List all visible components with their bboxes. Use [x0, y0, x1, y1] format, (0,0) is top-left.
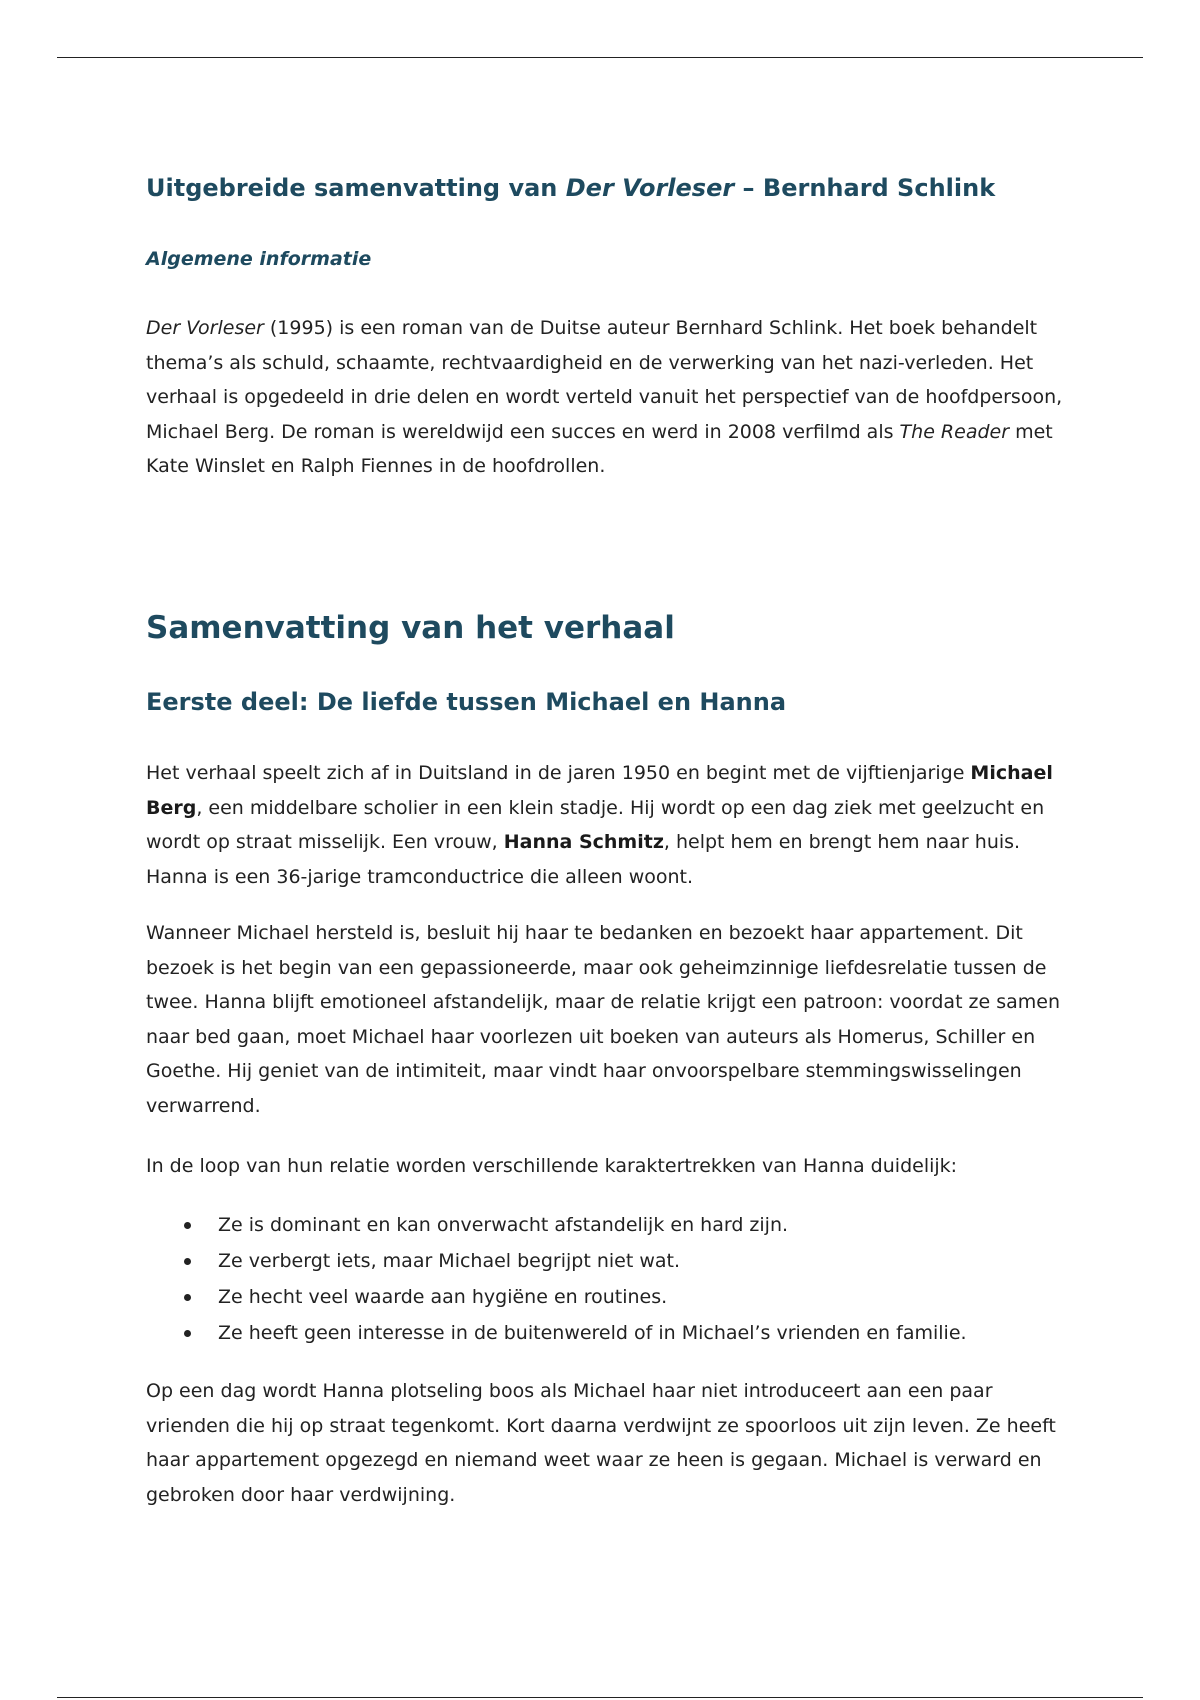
part1-paragraph-2: Wanneer Michael hersteld is, besluit hij haar te bedanken en bezoekt haar appartement. Dit bezoek is het begin van een gepassioneerde, maar ook geheimzinnige liefdesrelatie tussen de twee. Hanna blijft emotioneel afstandelijk, maar de relatie krijgt een patroon: voordat ze samen naar bed gaan, moet Michael haar voorlezen uit boeken van auteurs als Homerus, Schiller en Goethe. Hij geniet van de intimiteit, maar vindt haar onvoorspelbare stemmingswisselingen verwarrend.	[146, 922, 1061, 1117]
top-rule	[57, 57, 1143, 58]
intro-book-title: Der Vorleser	[146, 317, 264, 339]
intro-text-a: (1995) is een roman van de Duitse auteur Bernhard Schlink. Het boek behandelt thema’s als schuld, schaamte, rechtvaardigheid en de verwerking van het nazi-verleden. Het verhaal is opgedeeld in drie delen en wordt verteld vanuit het perspectief van de hoofdpersoon, Michael Berg. De roman is wereldwijd een succes en werd in 2008 verfilmd als	[146, 317, 1063, 443]
intro-paragraph	[146, 311, 1066, 484]
intro-text-b: met Kate Winslet en Ralph Fiennes in de hoofdrollen.	[146, 420, 1053, 477]
title-suffix: – Bernhard Schlink	[734, 174, 996, 202]
part1-paragraph-1	[146, 756, 1066, 894]
bullet-icon	[184, 1294, 191, 1301]
list-item-text: Ze verbergt iets, maar Michael begrijpt niet wat.	[218, 1250, 681, 1272]
list-item-text: Ze hecht veel waarde aan hygiëne en routines.	[218, 1286, 668, 1308]
p2-text-b: , een middelbare scholier in een klein stadje. Hij wordt op een dag ziek met geelzucht en wordt op straat misselijk. Een vrouw,	[146, 796, 1045, 853]
bullet-icon	[184, 1258, 191, 1265]
part1-heading: Eerste deel: De liefde tussen Michael en Hanna	[146, 688, 787, 716]
name-michael: Michael Berg	[146, 762, 1053, 819]
document-title	[146, 174, 995, 202]
title-book: Der Vorleser	[565, 174, 735, 202]
part1-paragraph-4: Op een dag wordt Hanna plotseling boos als Michael haar niet introduceert aan een paar vrienden die hij op straat tegenkomt. Kort daarna verdwijnt ze spoorloos uit zijn leven. Ze heeft haar appartement opgezegd en niemand weet waar ze heen is gegaan. Michael is verward en gebroken door haar verdwijning.	[146, 1380, 1056, 1506]
list-item	[184, 1279, 1064, 1315]
list-item-text: Ze heeft geen interesse in de buitenwereld of in Michael’s vrienden en familie.	[218, 1322, 967, 1344]
intro-film-title: The Reader	[899, 420, 1010, 443]
title-prefix: Uitgebreide samenvatting van	[146, 174, 566, 202]
character-traits-list	[184, 1207, 1064, 1351]
bullet-icon	[184, 1222, 191, 1229]
list-item	[184, 1207, 1064, 1243]
p2-text-c: , helpt hem en brengt hem naar huis. Hanna is een 36-jarige tramconductrice die alleen woont.	[146, 831, 1021, 888]
list-item	[184, 1315, 1064, 1351]
p2-text-a: Het verhaal speelt zich af in Duitsland in de jaren 1950 en begint met de vijftienjarige	[146, 762, 971, 784]
bottom-rule	[57, 1697, 1143, 1698]
list-item-text: Ze is dominant en kan onverwacht afstandelijk en hard zijn.	[218, 1214, 789, 1236]
list-item	[184, 1243, 1064, 1279]
bullet-icon	[184, 1330, 191, 1337]
general-info-heading: Algemene informatie	[146, 248, 372, 270]
name-hanna: Hanna Schmitz	[503, 831, 664, 853]
summary-heading: Samenvatting van het verhaal	[146, 610, 675, 646]
part1-paragraph-3: In de loop van hun relatie worden verschillende karaktertrekken van Hanna duidelijk:	[146, 1155, 958, 1177]
